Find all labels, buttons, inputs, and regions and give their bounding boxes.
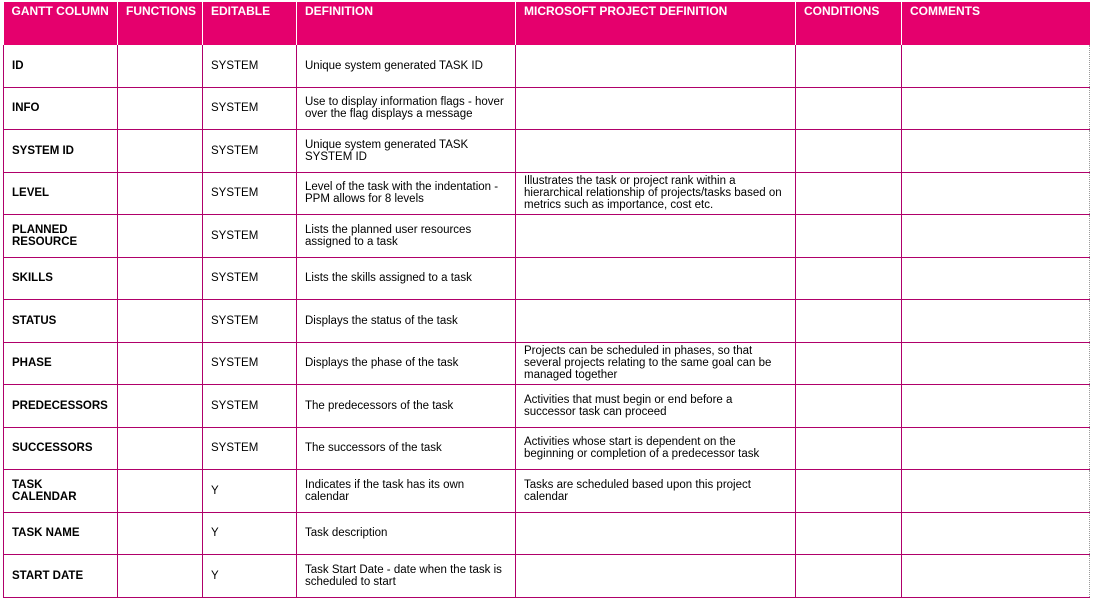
- cell-editable: SYSTEM: [203, 45, 297, 87]
- cell-conditions: [796, 215, 902, 258]
- cell-comments: [902, 215, 1090, 258]
- cell-conditions: [796, 257, 902, 300]
- table-row: [4, 257, 1090, 300]
- cell-definition: The successors of the task: [297, 427, 516, 470]
- cell-editable: Y: [203, 512, 297, 555]
- gantt-columns-table: [3, 2, 1090, 598]
- table-row: [4, 512, 1090, 555]
- table-row: [4, 385, 1090, 428]
- table-row: [4, 45, 1090, 87]
- cell-functions: [118, 512, 203, 555]
- cell-ms-project-definition: [516, 130, 796, 173]
- cell-comments: [902, 470, 1090, 513]
- cell-ms-project-definition: Activities that must begin or end before a successor task can proceed: [516, 385, 796, 428]
- table-row: [4, 555, 1090, 598]
- cell-editable: Y: [203, 555, 297, 598]
- cell-ms-project-definition: [516, 257, 796, 300]
- cell-definition: Lists the skills assigned to a task: [297, 257, 516, 300]
- cell-comments: [902, 300, 1090, 343]
- cell-editable: SYSTEM: [203, 87, 297, 130]
- cell-gantt-column: PLANNED RESOURCE: [4, 215, 118, 258]
- header-ms-project-definition: MICROSOFT PROJECT DEFINITION: [516, 2, 796, 45]
- cell-functions: [118, 427, 203, 470]
- cell-comments: [902, 385, 1090, 428]
- header-conditions: CONDITIONS: [796, 2, 902, 45]
- cell-conditions: [796, 427, 902, 470]
- cell-functions: [118, 342, 203, 385]
- cell-gantt-column: ID: [4, 45, 118, 87]
- cell-definition: Indicates if the task has its own calendar: [297, 470, 516, 513]
- cell-conditions: [796, 130, 902, 173]
- cell-definition: Use to display information flags - hover over the flag displays a message: [297, 87, 516, 130]
- cell-gantt-column: SUCCESSORS: [4, 427, 118, 470]
- table-row: [4, 87, 1090, 130]
- cell-editable: SYSTEM: [203, 215, 297, 258]
- cell-ms-project-definition: Projects can be scheduled in phases, so that several projects relating to the same goal can be managed together: [516, 342, 796, 385]
- cell-conditions: [796, 45, 902, 87]
- cell-definition: Unique system generated TASK SYSTEM ID: [297, 130, 516, 173]
- cell-editable: SYSTEM: [203, 172, 297, 215]
- cell-definition: Task description: [297, 512, 516, 555]
- header-gantt-column: GANTT COLUMN: [4, 2, 118, 45]
- cell-definition: Displays the status of the task: [297, 300, 516, 343]
- table-header-row: [4, 2, 1090, 45]
- cell-gantt-column: INFO: [4, 87, 118, 130]
- cell-ms-project-definition: Activities whose start is dependent on the beginning or completion of a predecessor task: [516, 427, 796, 470]
- cell-gantt-column: PHASE: [4, 342, 118, 385]
- cell-comments: [902, 172, 1090, 215]
- cell-comments: [902, 257, 1090, 300]
- cell-functions: [118, 215, 203, 258]
- header-editable: EDITABLE: [203, 2, 297, 45]
- cell-conditions: [796, 470, 902, 513]
- cell-conditions: [796, 555, 902, 598]
- header-functions: FUNCTIONS: [118, 2, 203, 45]
- cell-comments: [902, 87, 1090, 130]
- cell-definition: Lists the planned user resources assigned to a task: [297, 215, 516, 258]
- cell-ms-project-definition: Illustrates the task or project rank within a hierarchical relationship of projects/tasks based on metrics such as importance, cost etc.: [516, 172, 796, 215]
- cell-conditions: [796, 300, 902, 343]
- cell-functions: [118, 87, 203, 130]
- cell-gantt-column: START DATE: [4, 555, 118, 598]
- cell-ms-project-definition: Tasks are scheduled based upon this project calendar: [516, 470, 796, 513]
- table-row: [4, 130, 1090, 173]
- cell-ms-project-definition: [516, 45, 796, 87]
- cell-comments: [902, 130, 1090, 173]
- cell-functions: [118, 257, 203, 300]
- cell-functions: [118, 45, 203, 87]
- cell-definition: Unique system generated TASK ID: [297, 45, 516, 87]
- cell-functions: [118, 300, 203, 343]
- cell-definition: Displays the phase of the task: [297, 342, 516, 385]
- cell-editable: Y: [203, 470, 297, 513]
- cell-gantt-column: LEVEL: [4, 172, 118, 215]
- cell-functions: [118, 555, 203, 598]
- table-row: [4, 470, 1090, 513]
- cell-editable: SYSTEM: [203, 300, 297, 343]
- cell-gantt-column: SYSTEM ID: [4, 130, 118, 173]
- header-definition: DEFINITION: [297, 2, 516, 45]
- cell-comments: [902, 427, 1090, 470]
- table-row: [4, 172, 1090, 215]
- cell-editable: SYSTEM: [203, 427, 297, 470]
- table-row: [4, 342, 1090, 385]
- cell-functions: [118, 470, 203, 513]
- table-row: [4, 300, 1090, 343]
- cell-ms-project-definition: [516, 300, 796, 343]
- cell-ms-project-definition: [516, 215, 796, 258]
- cell-gantt-column: TASK CALENDAR: [4, 470, 118, 513]
- cell-editable: SYSTEM: [203, 342, 297, 385]
- cell-functions: [118, 130, 203, 173]
- cell-definition: Level of the task with the indentation - PPM allows for 8 levels: [297, 172, 516, 215]
- cell-gantt-column: TASK NAME: [4, 512, 118, 555]
- cell-editable: SYSTEM: [203, 385, 297, 428]
- cell-gantt-column: STATUS: [4, 300, 118, 343]
- cell-comments: [902, 512, 1090, 555]
- cell-ms-project-definition: [516, 512, 796, 555]
- cell-conditions: [796, 512, 902, 555]
- cell-definition: The predecessors of the task: [297, 385, 516, 428]
- cell-editable: SYSTEM: [203, 130, 297, 173]
- cell-ms-project-definition: [516, 87, 796, 130]
- cell-comments: [902, 555, 1090, 598]
- cell-definition: Task Start Date - date when the task is scheduled to start: [297, 555, 516, 598]
- header-comments: COMMENTS: [902, 2, 1090, 45]
- cell-ms-project-definition: [516, 555, 796, 598]
- cell-comments: [902, 45, 1090, 87]
- cell-conditions: [796, 342, 902, 385]
- cell-comments: [902, 342, 1090, 385]
- table-row: [4, 215, 1090, 258]
- cell-gantt-column: SKILLS: [4, 257, 118, 300]
- cell-conditions: [796, 385, 902, 428]
- cell-conditions: [796, 172, 902, 215]
- cell-editable: SYSTEM: [203, 257, 297, 300]
- table-row: [4, 427, 1090, 470]
- cell-gantt-column: PREDECESSORS: [4, 385, 118, 428]
- cell-conditions: [796, 87, 902, 130]
- cell-functions: [118, 172, 203, 215]
- cell-functions: [118, 385, 203, 428]
